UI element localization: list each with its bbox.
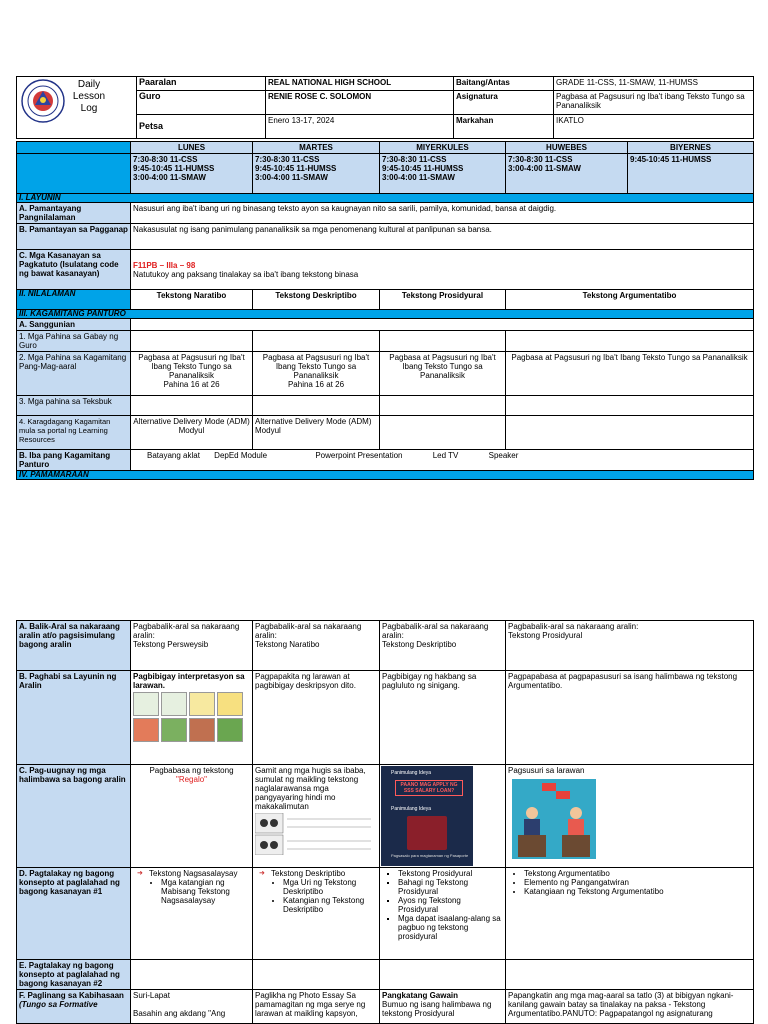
pagtalakay1-item: ➜ Tekstong Nagsasalaysay (149, 869, 250, 878)
schedule-lunes (131, 154, 253, 194)
pagtalakay1-item: • Katangiaan ng Tekstong Argumentatibo (524, 887, 751, 896)
pagtalakay2-martes (253, 960, 380, 990)
pagbasa-ref: Pagbasa at Pagsusuri ng Iba't Ibang Teksto Tungo sa Pananaliksik (262, 353, 370, 380)
asignatura-value: Pagbasa at Pagsusuri ng Iba't ibang Teksto Tungo sa Pananaliksik (554, 91, 754, 115)
kasanayan-code: F11PB – IIIa – 98 (133, 260, 196, 270)
pagtalakay2-miyerkules (380, 960, 506, 990)
egg-image (133, 692, 159, 716)
pagtalakay1-huwebes (506, 868, 754, 960)
shapes-worksheet-image (255, 813, 373, 855)
pagtalakay1-item: • Tekstong Argumentatibo (524, 869, 751, 878)
paglinang-label-sub: (Tungo sa Formative (19, 1000, 98, 1009)
iba-item: Batayang aklat (147, 451, 200, 460)
kasanayan-value: Natutukoy ang paksang tinalakay sa iba't ibang tekstong binasa (133, 269, 359, 279)
deped-seal-icon (21, 79, 65, 123)
balik-lunes (131, 621, 253, 671)
paglinang-lunes (131, 990, 253, 1024)
pamantayang-label: A. Pamantayang Pangnilalaman (17, 203, 131, 224)
schedule-line: 9:45-10:45 11-HUMSS (255, 164, 337, 173)
baitang-label: Baitang/Antas (454, 77, 554, 91)
paglinang-text: Basahin ang akdang "Ang (133, 1009, 226, 1018)
pagbasa-ref: Pagbasa at Pagsusuri ng Iba't Ibang Teksto Tungo sa Pananaliksik (511, 353, 748, 362)
schedule-line: 7:30-8:30 11-CSS (508, 155, 573, 164)
paglinang-huwebes: Papangkatin ang mga mag-aaral sa tatlo (3) at bibigyan ngkani-kanilang gawain batay sa tinalakay na paksa - Tekstong Argumentatibo.PANUTO: Pagpapatangol ng asignaturang (506, 990, 754, 1024)
pagtalakay2-huwebes (506, 960, 754, 990)
day-martes: MARTES (253, 142, 380, 154)
kasanayan-label: C. Mga Kasanayan sa Pagkatuto (Isulatang code ng bawat kasanayan) (17, 250, 131, 290)
pamantayang-value: Nasusuri ang iba't ibang uri ng binasang teksto ayon sa kaugnayan nito sa sarili, pamilya, komunidad, bansa at daigdig. (131, 203, 754, 224)
teksbuk-miyerkules (380, 396, 506, 416)
pagtalakay1-item: ▪ Tekstong Prosidyural (398, 869, 503, 878)
paghabi-huwebes: Pagpapabasa at pagpapasusuri sa isang halimbawa ng tekstong Argumentatibo. (506, 671, 754, 765)
header-logo-cell (17, 77, 137, 139)
pagbasa-ref: Pagbasa at Pagsusuri ng Iba't Ibang Teksto Tungo sa Pananaliksik (138, 353, 245, 380)
paglinang-martes: Paglikha ng Photo Essay Sa pamamagitan ng mga serye ng larawan at maikling kapsyon, (253, 990, 380, 1024)
iba-item: Speaker (488, 451, 519, 460)
pagtalakay1-item: • Mga katangian ng Mabisang Tekstong Nagsasalaysay (161, 878, 250, 905)
adm-martes: Alternative Delivery Mode (ADM) Modyul (253, 416, 380, 450)
balik-prompt: Pagbabalik-aral sa nakaraang aralin: (382, 622, 489, 640)
schedule-corner (17, 154, 131, 194)
balik-miyerkules (380, 621, 506, 671)
petsa-value: Enero 13-17, 2024 (266, 115, 454, 139)
pagtalakay1-item: ▪ Bahagi ng Tekstong Prosidyural (398, 878, 503, 896)
balik-value: Tekstong Prosidyural (508, 631, 583, 640)
schedule-line: 7:30-8:30 11-CSS (382, 155, 447, 164)
regalo-title: "Regalo" (175, 775, 208, 784)
paaralan-value: REAL NATIONAL HIGH SCHOOL (266, 77, 454, 91)
karagdagang-label-text: 4. Karagdagang Kagamitan mula sa portal ng Learning Resources (19, 417, 111, 444)
pag-uugnay-text: Pagbabasa ng tekstong (149, 766, 234, 775)
schedule-line: 3:00-4:00 11-SMAW (508, 164, 581, 173)
nilalaman-naratibo: Tekstong Naratibo (131, 290, 253, 310)
section-nilalaman: II. NILALAMAN (17, 290, 131, 310)
day-biyernes: BIYERNES (628, 142, 754, 154)
karagdagang-label (17, 416, 131, 450)
farm-image (161, 718, 187, 742)
iba-item: DepEd Module (214, 451, 268, 460)
sanggunian-empty (131, 319, 754, 331)
chick-image (217, 692, 243, 716)
schedule-line: 7:30-8:30 11-CSS (255, 155, 320, 164)
paghabi-label: B. Paghabi sa Layunin ng Aralin (17, 671, 131, 765)
egg-images-row (133, 692, 250, 716)
gabay-martes (253, 331, 380, 352)
poster-text: PAANO MAG APPLY NG SSS SALARY LOAN? (395, 780, 463, 796)
pag-uugnay-text: Pagsusuri sa larawan (508, 766, 585, 775)
pagtalakay1-item: ➜ Tekstong Deskriptibo (271, 869, 377, 878)
section-layunin: I. LAYUNIN (17, 194, 754, 203)
farm-image (189, 718, 215, 742)
markahan-label: Markahan (454, 115, 554, 139)
pahina-ref: Pahina 16 at 26 (163, 380, 220, 389)
dll-main-table (16, 141, 754, 480)
paghabi-miyerkules: Pagbibigay ng hakbang sa pagluluto ng sinigang. (380, 671, 506, 765)
poster-caption: Pagsasalo para magtanaman ng Pasaporte (391, 853, 469, 858)
adm-lunes: Alternative Delivery Mode (ADM) Modyul (131, 416, 253, 450)
day-lunes: LUNES (131, 142, 253, 154)
pagtalakay1-miyerkules (380, 868, 506, 960)
passport-image (407, 816, 447, 850)
pagtalakay1-label: D. Pagtalakay ng bagong konsepto at paglalahad ng bagong kasanayan #1 (17, 868, 131, 960)
pagtalakay1-item: • Katangian ng Tekstong Deskriptibo (283, 896, 377, 914)
schedule-line: 9:45-10:45 11-HUMSS (382, 164, 464, 173)
section-kagamitang: III. KAGAMITANG PANTURO (17, 310, 754, 319)
kagamitang-lunes (131, 352, 253, 396)
schedule-line: 9:45-10:45 11-HUMSS (133, 164, 215, 173)
kagamitang-martes (253, 352, 380, 396)
paglinang-text: Suri-Lapat (133, 991, 170, 1000)
gabay-miyerkules (380, 331, 506, 352)
pagbasa-ref: Pagbasa at Pagsusuri ng Iba't Ibang Teksto Tungo sa Pananaliksik (389, 353, 496, 380)
pag-uugnay-label: C. Pag-uugnay ng mga halimbawa sa bagong aralin (17, 765, 131, 868)
kagamitang-huwebes (506, 352, 754, 396)
dll-header-table (16, 76, 754, 139)
adm-huwebes (506, 416, 754, 450)
paglinang-text: Bumuo ng isang halimbawa ng tekstong Prosidyural (382, 1000, 492, 1018)
baitang-value: GRADE 11-CSS, 11-SMAW, 11-HUMSS (554, 77, 754, 91)
guro-value: RENIE ROSE C. SOLOMON (266, 91, 454, 115)
poster-title: Panimulang Ideya (391, 770, 432, 776)
sss-poster-image (381, 766, 473, 866)
farm-image (217, 718, 243, 742)
balik-value: Tekstong Naratibo (255, 640, 320, 649)
day-miyerkules: MIYERKULES (380, 142, 506, 154)
schedule-biyernes (628, 154, 754, 194)
kagamitang-miyerkules (380, 352, 506, 396)
balik-label: A. Balik-Aral sa nakaraang aralin at/o pagsisimulang bagong aralin (17, 621, 131, 671)
balik-martes (253, 621, 380, 671)
balik-prompt: Pagbabalik-aral sa nakaraang aralin: (508, 622, 639, 631)
kagamitang-mag-aaral-label: 2. Mga Pahina sa Kagamitang Pang-Mag-aaral (17, 352, 131, 396)
pag-uugnay-miyerkules (380, 765, 506, 868)
pagtalakay1-item: ▪ Ayos ng Tekstong Prosidyural (398, 896, 503, 914)
debate-image (512, 779, 596, 859)
pagtalakay1-martes (253, 868, 380, 960)
schedule-line: 7:30-8:30 11-CSS (133, 155, 198, 164)
pag-uugnay-martes (253, 765, 380, 868)
paglinang-title: Pangkatang Gawain (382, 991, 459, 1000)
balik-value: Tekstong Deskriptibo (382, 640, 457, 649)
petsa-label: Petsa (137, 115, 266, 139)
paglinang-miyerkules (380, 990, 506, 1024)
pagtalakay1-item: • Elemento ng Pangangatwiran (524, 878, 751, 887)
asignatura-label: Asignatura (454, 91, 554, 115)
schedule-line: 9:45-10:45 11-HUMSS (630, 155, 712, 164)
poster-title-2: Panimulang Ideya (391, 806, 432, 812)
balik-value: Tekstong Persweysib (133, 640, 209, 649)
nilalaman-prosidyural: Tekstong Prosidyural (380, 290, 506, 310)
dll-title: Daily Lesson Log (72, 79, 106, 114)
section-pamamaraan: IV. PAMAMARAAN (17, 471, 754, 480)
balik-prompt: Pagbabalik-aral sa nakaraang aralin: (133, 622, 240, 640)
gabay-label: 1. Mga Pahina sa Gabay ng Guro (17, 331, 131, 352)
dll-procedure-table (16, 620, 754, 1024)
iba-label: B. Iba pang Kagamitang Panturo (17, 450, 131, 471)
days-corner (17, 142, 131, 154)
pagtalakay1-lunes (131, 868, 253, 960)
paaralan-label: Paaralan (137, 77, 266, 91)
chick-image (189, 692, 215, 716)
pagganap-label: B. Pamantayan sa Pagganap (17, 224, 131, 250)
day-huwebes: HUWEBES (506, 142, 628, 154)
schedule-miyerkules (380, 154, 506, 194)
adm-miyerkules (380, 416, 506, 450)
pagtalakay2-label: E. Pagtalakay ng bagong konsepto at paglalahad ng bagong kasanayan #2 (17, 960, 131, 990)
balik-prompt: Pagbabalik-aral sa nakaraang aralin: (255, 622, 362, 640)
teksbuk-label: 3. Mga pahina sa Teksbuk (17, 396, 131, 416)
kasanayan-cell (131, 250, 754, 290)
sanggunian-label: A. Sanggunian (17, 319, 131, 331)
pagtalakay1-item: ▪ Mga dapat isaalang-alang sa pagbuo ng tekstong prosidyural (398, 914, 503, 941)
gabay-huwebes (506, 331, 754, 352)
paglinang-label-text: F. Paglinang sa Kabihasaan (19, 991, 124, 1000)
egg-image (161, 692, 187, 716)
pagtalakay1-item: • Mga Uri ng Tekstong Deskriptibo (283, 878, 377, 896)
pagtalakay2-lunes (131, 960, 253, 990)
schedule-line: 3:00-4:00 11-SMAW (255, 173, 328, 182)
pag-uugnay-text: Gamit ang mga hugis sa ibaba, sumulat ng maikling tekstong naglalarawansa mga pangyayaring hindi mo makakalimutan (255, 766, 366, 811)
pag-uugnay-huwebes (506, 765, 754, 868)
gabay-lunes (131, 331, 253, 352)
schedule-line: 3:00-4:00 11-SMAW (133, 173, 206, 182)
markahan-value: IKATLO (554, 115, 754, 139)
pahina-ref: Pahina 16 at 26 (287, 380, 345, 389)
teksbuk-martes (253, 396, 380, 416)
nilalaman-argumentatibo: Tekstong Argumentatibo (506, 290, 754, 310)
balik-huwebes (506, 621, 754, 671)
iba-items (131, 450, 754, 471)
farm-images-row (133, 718, 250, 742)
paglinang-label (17, 990, 131, 1024)
teksbuk-huwebes (506, 396, 754, 416)
farm-image (133, 718, 159, 742)
paghabi-value: Pagbibigay interpretasyon sa larawan. (133, 672, 245, 690)
nilalaman-deskriptibo: Tekstong Deskriptibo (253, 290, 380, 310)
schedule-huwebes (506, 154, 628, 194)
pagganap-value: Nakasusulat ng isang panimulang pananaliksik sa mga penomenang kultural at panlipunan sa bansa. (131, 224, 754, 250)
pag-uugnay-lunes (131, 765, 253, 868)
schedule-martes (253, 154, 380, 194)
schedule-line: 3:00-4:00 11-SMAW (382, 173, 455, 182)
teksbuk-lunes (131, 396, 253, 416)
paghabi-martes: Pagpapakita ng larawan at pagbibigay deskripsyon dito. (253, 671, 380, 765)
iba-item: Powerpoint Presentation (315, 451, 403, 460)
guro-label: Guro (137, 91, 266, 115)
iba-item: Led TV (432, 451, 459, 460)
paghabi-lunes (131, 671, 253, 765)
